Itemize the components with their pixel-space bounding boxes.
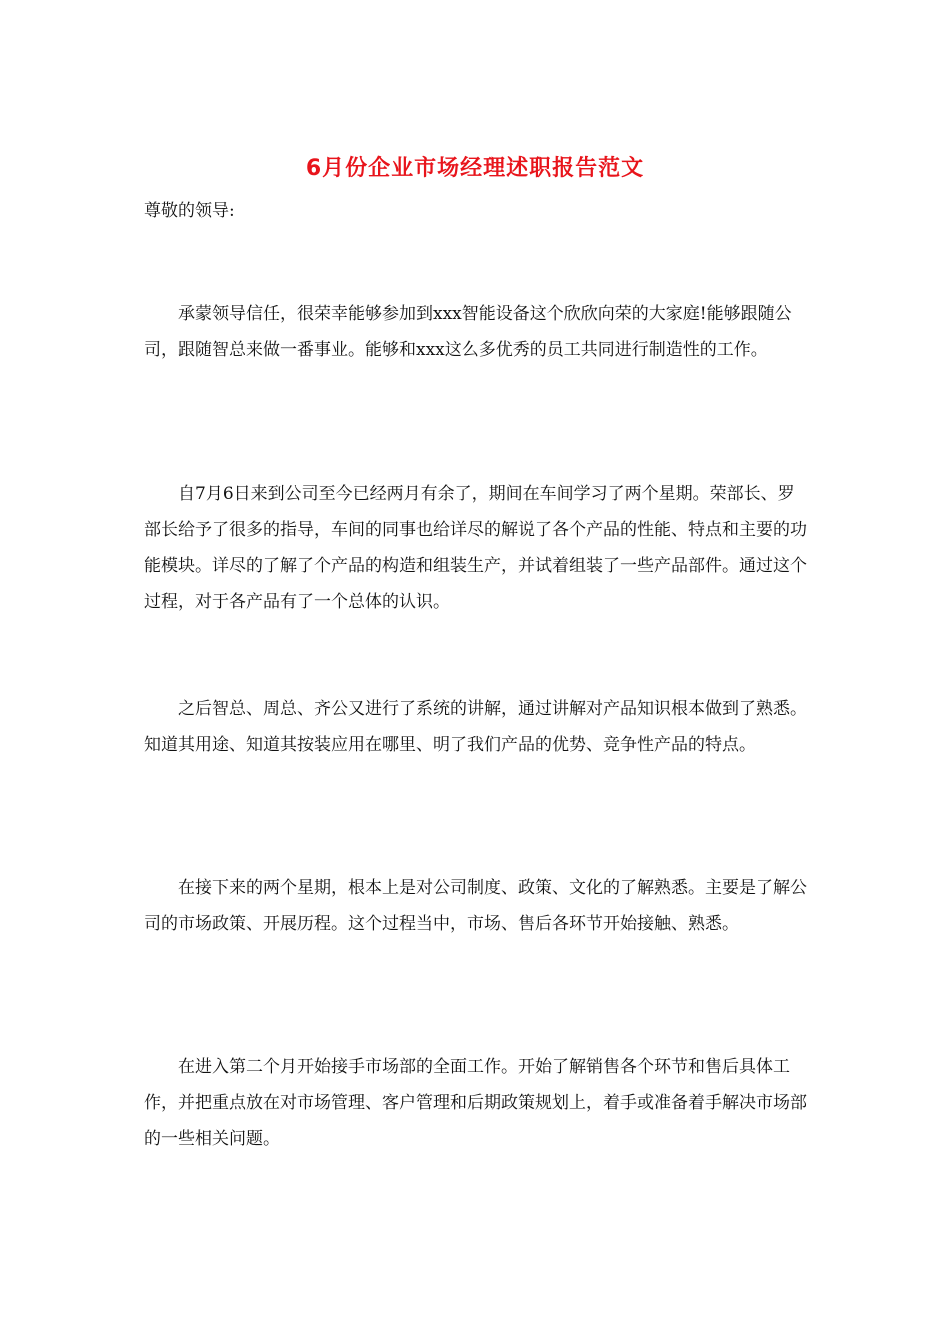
paragraph-2: 自7月6日来到公司至今已经两月有余了，期间在车间学习了两个星期。荣部长、罗部长给予了很多的指导，车间的同事也给详尽的解说了各个产品的性能、特点和主要的功能模块。详尽的了解了个产品的构造和组装生产，并试着组装了一些产品部件。通过这个过程，对于各产品有了一个总体的认识。 bbox=[144, 484, 807, 612]
paragraph-4: 在接下来的两个星期，根本上是对公司制度、政策、文化的了解熟悉。主要是了解公司的市场政策、开展历程。这个过程当中，市场、售后各环节开始接触、熟悉。 bbox=[144, 878, 807, 934]
paragraph-1: 承蒙领导信任，很荣幸能够参加到xxx智能设备这个欣欣向荣的大家庭!能够跟随公司，跟随智总来做一番事业。能够和xxx这么多优秀的员工共同进行制造性的工作。 bbox=[144, 304, 792, 360]
document-title: 6月份企业市场经理述职报告范文 bbox=[305, 156, 645, 181]
salutation: 尊敬的领导: bbox=[144, 201, 235, 221]
paragraph-3: 之后智总、周总、齐公又进行了系统的讲解，通过讲解对产品知识根本做到了熟悉。知道其用途、知道其按装应用在哪里、明了我们产品的优势、竞争性产品的特点。 bbox=[144, 699, 807, 755]
paragraph-5: 在进入第二个月开始接手市场部的全面工作。开始了解销售各个环节和售后具体工作，并把重点放在对市场管理、客户管理和后期政策规划上，着手或准备着手解决市场部的一些相关问题。 bbox=[144, 1057, 807, 1149]
